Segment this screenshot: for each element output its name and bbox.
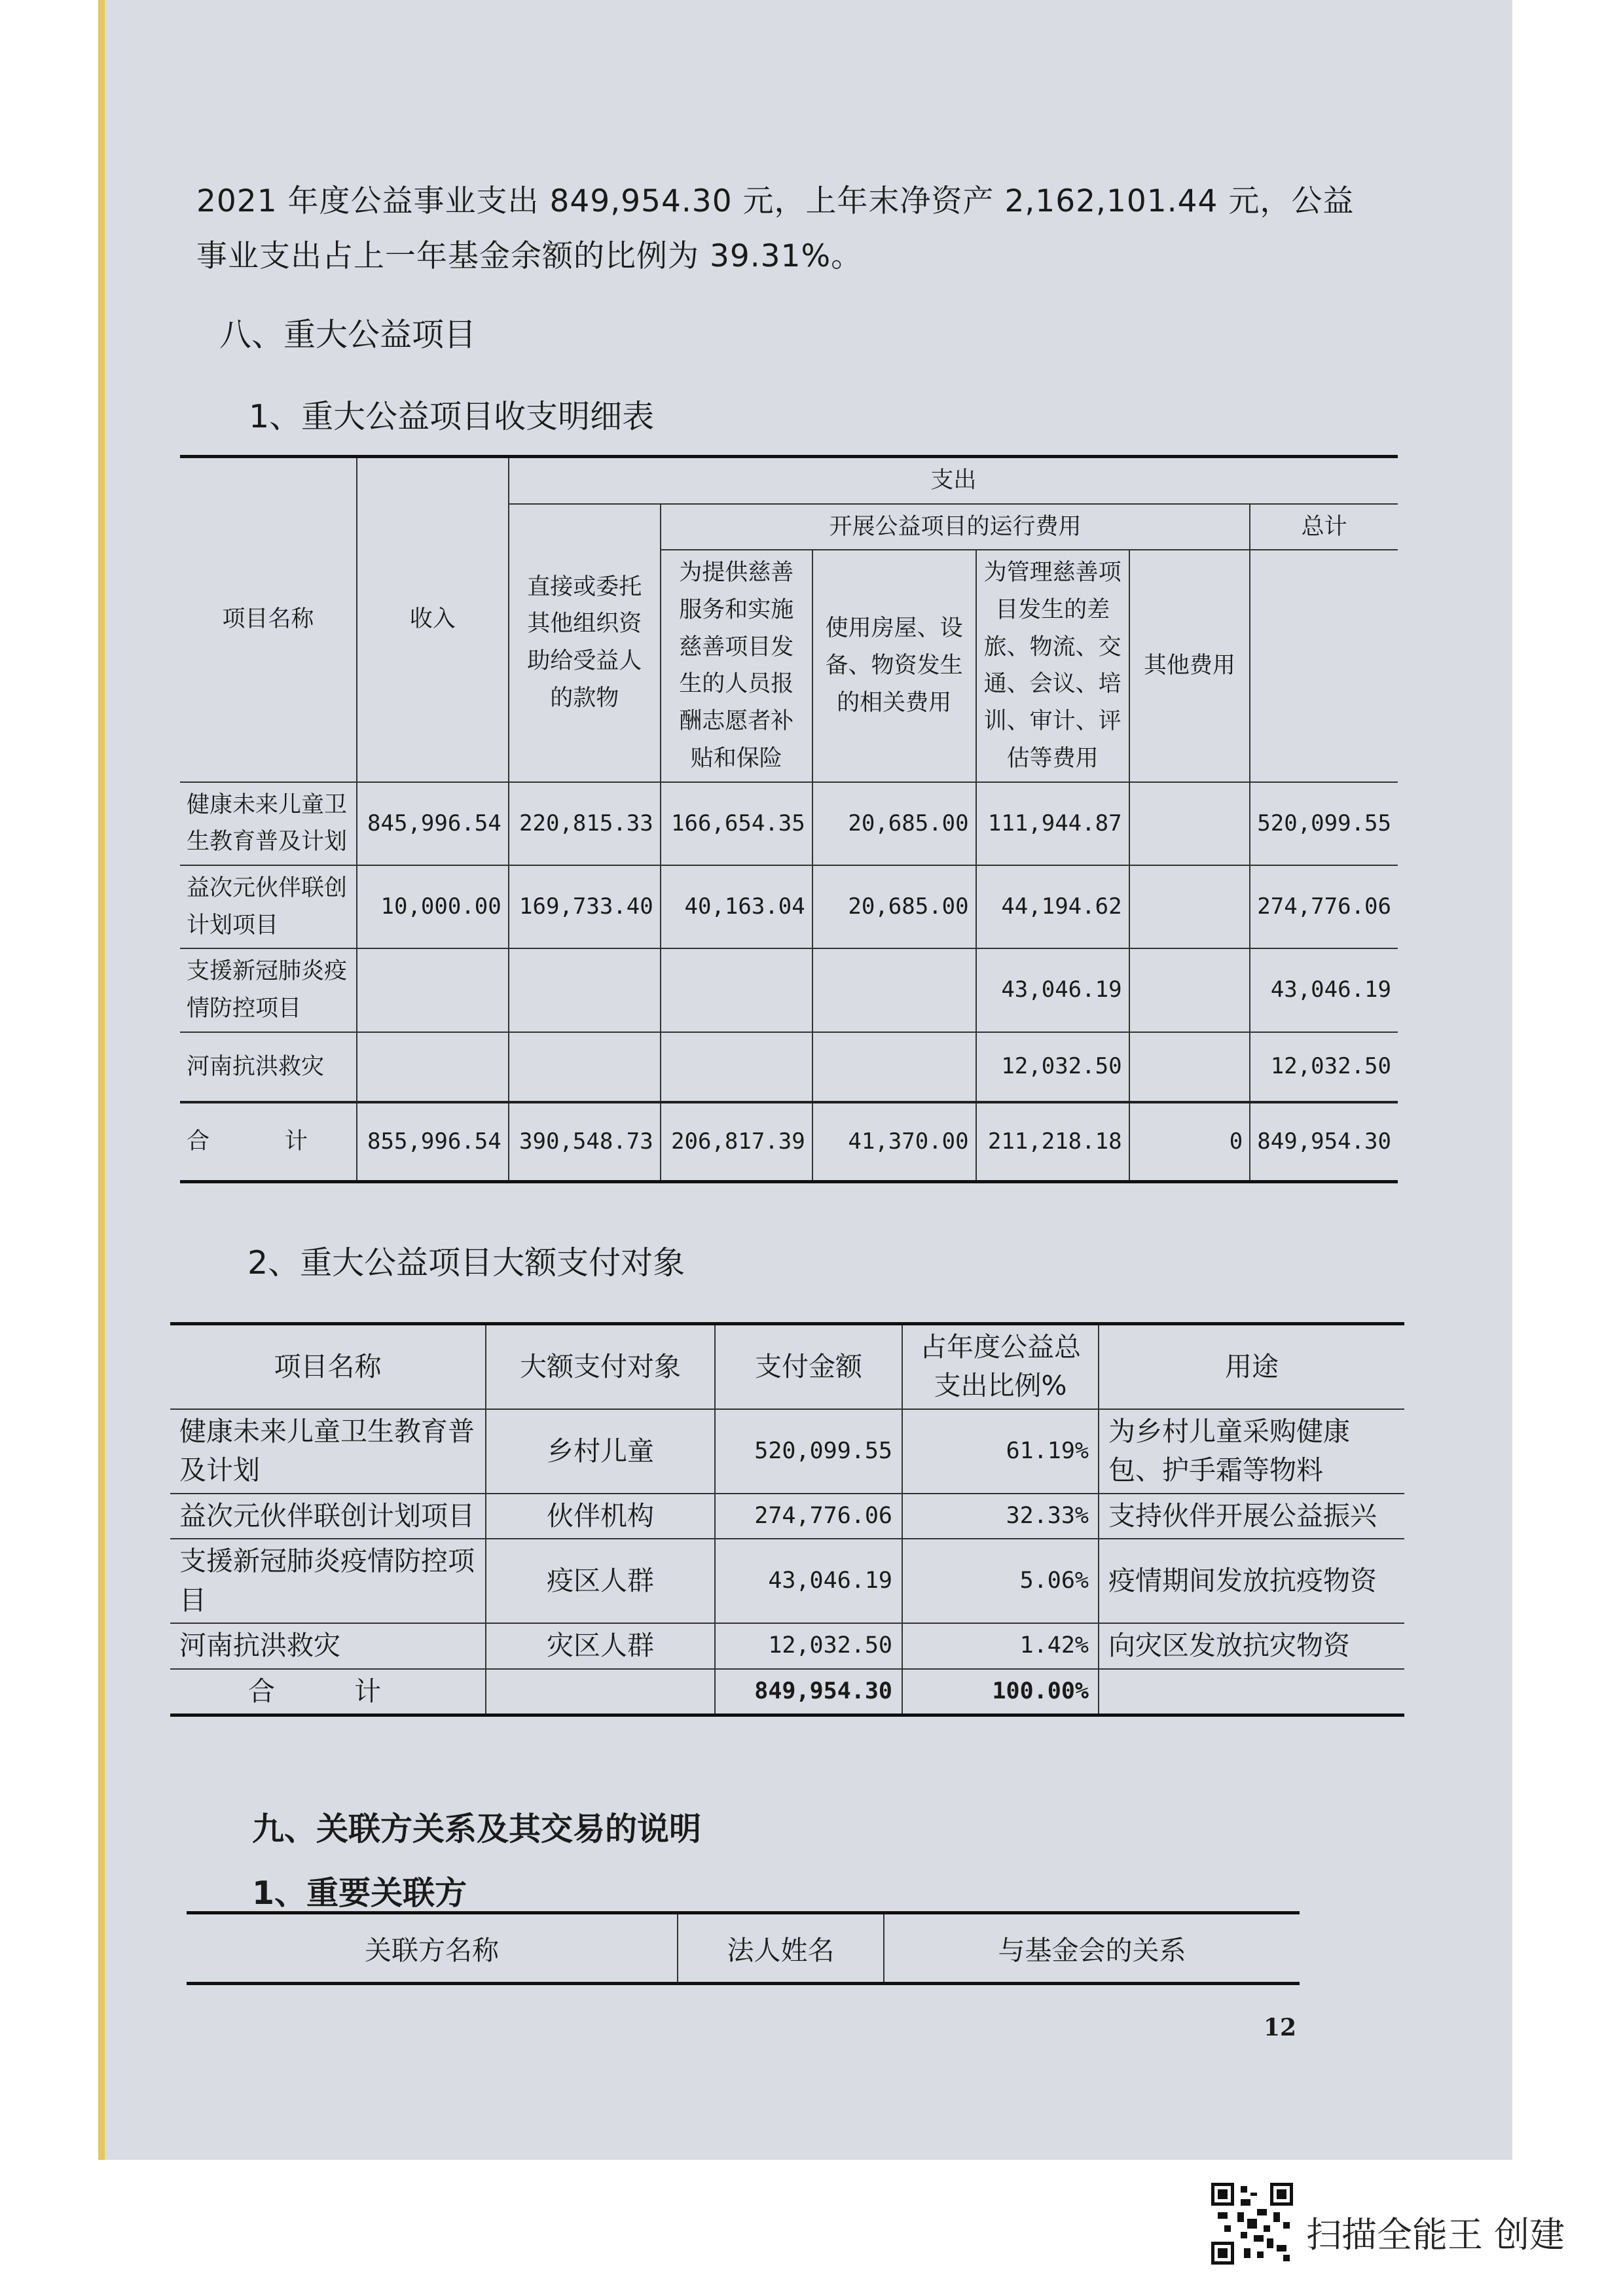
row-staff-pay: 40,163.04 [661,865,812,948]
header-expense: 支出 [509,457,1398,504]
row-staff-pay: 166,654.35 [661,782,812,865]
row-management: 44,194.62 [976,865,1129,948]
table2-title: 2、重大公益项目大额支付对象 [247,1244,685,1282]
row-amount: 520,099.55 [715,1409,902,1494]
row-purpose: 疫情期间发放抗疫物资 [1099,1539,1404,1623]
row-total: 274,776.06 [1250,865,1398,948]
table-row [180,948,1398,1031]
header-purpose: 用途 [1099,1324,1404,1409]
total-label: 合 计 [170,1669,486,1715]
row-total: 12,032.50 [1250,1032,1398,1103]
paragraph-line-1: 2021 年度公益事业支出 849,954.30 元，上年末净资产 2,162,101.44 元，公益 [196,183,1355,219]
total-amount: 849,954.30 [715,1669,902,1715]
header-total: 总计 [1250,504,1398,550]
header-running-costs: 开展公益项目的运行费用 [661,504,1250,550]
row-purpose: 为乡村儿童采购健康包、护手霜等物料 [1099,1409,1404,1494]
total-row [180,1102,1398,1181]
table-row [170,1623,1404,1668]
row-payee: 疫区人群 [486,1539,715,1623]
header-related-party-name: 关联方名称 [187,1913,678,1984]
total-ratio: 100.00% [902,1669,1099,1715]
row-ratio: 32.33% [902,1494,1099,1539]
header-staff-pay: 为提供慈善服务和实施慈善项目发生的人员报酬志愿者补贴和保险 [661,550,812,781]
row-direct-aid: 169,733.40 [509,865,661,948]
header-project-name: 项目名称 [170,1324,486,1409]
header-ratio: 占年度公益总支出比例% [902,1324,1099,1409]
row-direct-aid [509,948,661,1031]
table-row [170,1494,1404,1539]
row-ratio: 61.19% [902,1409,1099,1494]
total-label: 合 计 [180,1102,357,1181]
section-9-subtitle: 1、重要关联方 [252,1874,467,1912]
total-direct-aid: 390,548.73 [509,1102,661,1181]
row-total: 43,046.19 [1250,948,1398,1031]
row-management: 43,046.19 [976,948,1129,1031]
row-income: 10,000.00 [357,865,509,948]
row-management: 111,944.87 [976,782,1129,865]
table-row [180,782,1398,865]
row-staff-pay [661,1032,812,1103]
total-other: 0 [1129,1102,1250,1181]
row-project-name: 支援新冠肺炎疫情防控项目 [170,1539,486,1623]
row-ratio: 5.06% [902,1539,1099,1623]
section-9-title: 九、关联方关系及其交易的说明 [252,1810,702,1848]
header-project-name: 项目名称 [180,457,357,782]
row-other [1129,948,1250,1031]
table-row [170,1409,1404,1494]
header-management: 为管理慈善项目发生的差旅、物流、交通、会议、培训、审计、评估等费用 [976,550,1129,781]
total-facilities: 41,370.00 [812,1102,976,1181]
row-amount: 274,776.06 [715,1494,902,1539]
table-row [180,865,1398,948]
header-facilities: 使用房屋、设备、物资发生的相关费用 [812,550,976,781]
row-facilities: 20,685.00 [812,782,976,865]
table-row [170,1539,1404,1623]
table-row [180,1032,1398,1103]
project-income-expense-table [180,455,1398,1183]
row-purpose: 支持伙伴开展公益振兴 [1099,1494,1404,1539]
page-number: 12 [1264,2014,1297,2041]
total-total: 849,954.30 [1250,1102,1398,1181]
paragraph-line-2: 事业支出占上一年基金余额的比例为 39.31%。 [196,238,863,274]
total-income: 855,996.54 [357,1102,509,1181]
row-facilities: 20,685.00 [812,865,976,948]
row-project-name: 河南抗洪救灾 [180,1032,357,1103]
header-total-blank [1250,550,1398,781]
row-payee: 乡村儿童 [486,1409,715,1494]
row-income: 845,996.54 [357,782,509,865]
row-other [1129,865,1250,948]
qr-code-icon [1211,2183,1293,2265]
header-relation: 与基金会的关系 [884,1913,1300,1984]
header-other: 其他费用 [1129,550,1250,781]
related-party-table [187,1911,1300,1985]
row-staff-pay [661,948,812,1031]
row-other [1129,1032,1250,1103]
total-payee [486,1669,715,1715]
row-facilities [812,948,976,1031]
large-payment-table [170,1322,1404,1717]
row-project-name: 健康未来儿童卫生教育普及计划 [180,782,357,865]
watermark-text: 扫描全能王 创建 [1306,2214,1565,2255]
row-payee: 伙伴机构 [486,1494,715,1539]
row-purpose: 向灾区发放抗灾物资 [1099,1623,1404,1668]
row-management: 12,032.50 [976,1032,1129,1103]
row-total: 520,099.55 [1250,782,1398,865]
row-direct-aid: 220,815.33 [509,782,661,865]
header-payee: 大额支付对象 [486,1324,715,1409]
section-8-title: 八、重大公益项目 [219,316,477,353]
row-facilities [812,1032,976,1103]
total-management: 211,218.18 [976,1102,1129,1181]
header-legal-person: 法人姓名 [678,1913,884,1984]
row-project-name: 益次元伙伴联创计划项目 [180,865,357,948]
header-income: 收入 [357,457,509,782]
row-project-name: 益次元伙伴联创计划项目 [170,1494,486,1539]
row-direct-aid [509,1032,661,1103]
total-purpose [1099,1669,1404,1715]
table1-title: 1、重大公益项目收支明细表 [249,398,655,435]
header-amount: 支付金额 [715,1324,902,1409]
row-project-name: 健康未来儿童卫生教育普及计划 [170,1409,486,1494]
header-direct-aid: 直接或委托其他组织资助给受益人的款物 [509,504,661,782]
row-income [357,948,509,1031]
row-amount: 43,046.19 [715,1539,902,1623]
row-project-name: 支援新冠肺炎疫情防控项目 [180,948,357,1031]
row-payee: 灾区人群 [486,1623,715,1668]
total-row [170,1669,1404,1715]
row-ratio: 1.42% [902,1623,1099,1668]
row-income [357,1032,509,1103]
row-project-name: 河南抗洪救灾 [170,1623,486,1668]
total-staff-pay: 206,817.39 [661,1102,812,1181]
row-other [1129,782,1250,865]
row-amount: 12,032.50 [715,1623,902,1668]
